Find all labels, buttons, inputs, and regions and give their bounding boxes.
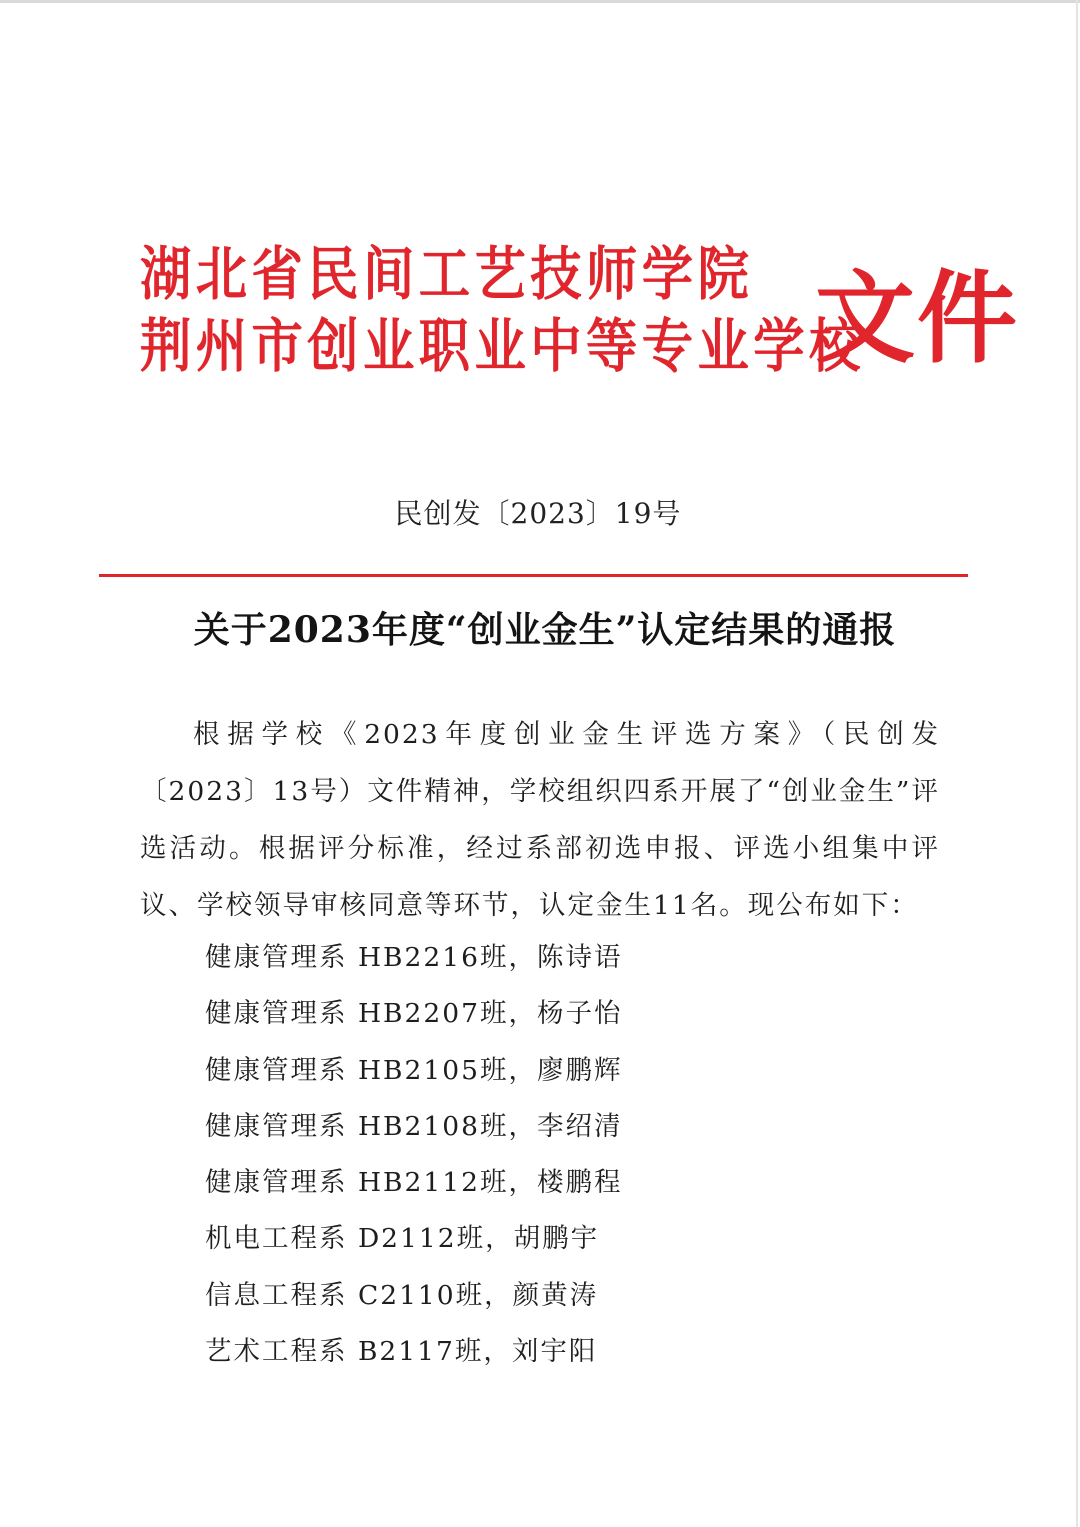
list-item	[205, 1155, 925, 1211]
document-title: 关于2023年度“创业金生”认定结果的通报	[193, 609, 897, 651]
winner-department: 健康管理系	[205, 942, 348, 973]
winner-list	[205, 930, 925, 1380]
institution-name-line-2: 荆州市创业职业中等专业学校	[140, 312, 865, 380]
winner-class: HB2112班，	[357, 1167, 537, 1199]
winner-name: 颜黄涛	[512, 1279, 599, 1311]
winner-name: 楼鹏程	[536, 1167, 623, 1199]
institution-name-line-1: 湖北省民间工艺技师学院	[140, 240, 754, 308]
scan-edge-top	[0, 0, 1080, 3]
document-number: 民创发〔2023〕19号	[394, 497, 682, 530]
list-item	[205, 1211, 925, 1267]
list-item	[205, 986, 925, 1042]
winner-class: HB2207班，	[357, 998, 537, 1030]
winner-name: 廖鹏辉	[536, 1054, 623, 1086]
winner-class: HB2216班，	[357, 942, 537, 973]
list-item	[205, 930, 925, 986]
header-red-rule	[99, 574, 968, 577]
list-item	[205, 1324, 925, 1380]
winner-class: C2110班，	[357, 1279, 513, 1311]
institution-names	[140, 238, 865, 382]
winner-class: B2117班，	[357, 1336, 512, 1368]
list-item	[205, 1099, 925, 1155]
list-item	[205, 1268, 925, 1324]
document-type-label: 文件	[815, 259, 1019, 377]
winner-department: 艺术工程系	[205, 1336, 348, 1368]
winner-class: HB2108班，	[357, 1110, 537, 1142]
winner-name: 刘宇阳	[511, 1336, 598, 1368]
winner-name: 陈诗语	[536, 942, 623, 973]
winner-department: 信息工程系	[205, 1279, 348, 1311]
body-paragraph: 根据学校《2023年度创业金生评选方案》（民创发〔2023〕13号）文件精神，学校组织四系开展了“创业金生”评选活动。根据评分标准，经过系部初选申报、评选小组集中评议、学校领导审核同意等环节，认定金生11名。现公布如下：	[140, 719, 940, 921]
winner-name: 胡鹏宇	[513, 1223, 600, 1255]
document-header	[140, 238, 1019, 398]
winner-department: 机电工程系	[205, 1223, 348, 1255]
winner-name: 李绍清	[536, 1110, 623, 1142]
winner-department: 健康管理系	[205, 1110, 348, 1142]
winner-department: 健康管理系	[205, 1054, 348, 1086]
winner-class: HB2105班，	[357, 1054, 537, 1086]
winner-department: 健康管理系	[205, 998, 348, 1030]
list-item	[205, 1043, 925, 1099]
winner-department: 健康管理系	[205, 1167, 348, 1199]
winner-class: D2112班，	[357, 1223, 514, 1255]
winner-name: 杨子怡	[536, 998, 623, 1030]
scan-edge-right	[1076, 0, 1078, 1527]
